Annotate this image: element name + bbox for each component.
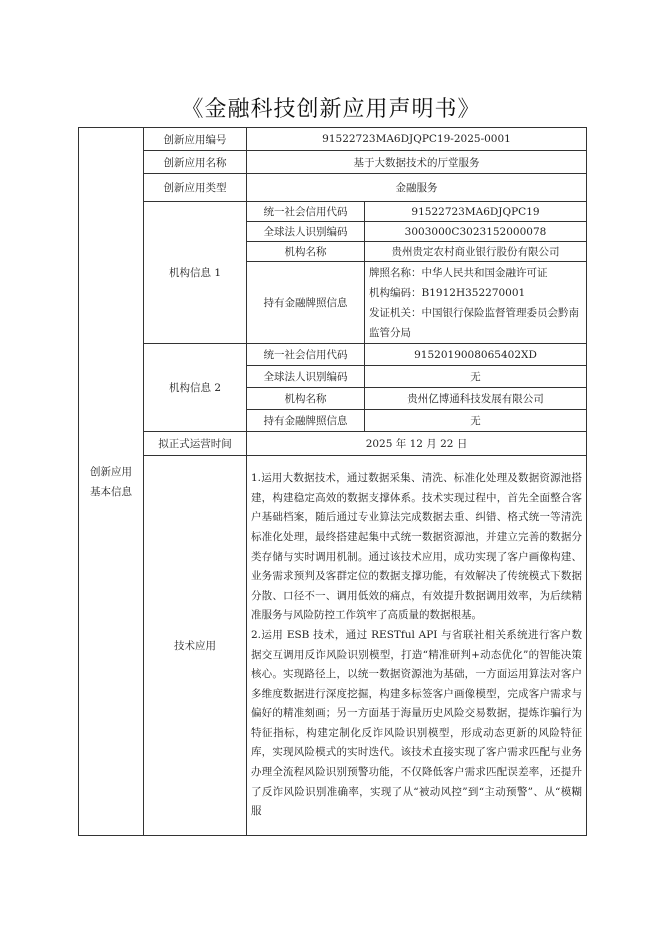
- inst2-credit-code-label: 统一社会信用代码: [247, 344, 365, 366]
- institution2-label: 机构信息 2: [144, 344, 247, 432]
- inst1-license-label: 持有金融牌照信息: [247, 262, 365, 344]
- app-type-label: 创新应用类型: [144, 174, 247, 202]
- inst1-credit-code-label: 统一社会信用代码: [247, 202, 365, 222]
- launch-label: 拟正式运营时间: [144, 432, 247, 456]
- inst2-lei: 无: [365, 366, 587, 388]
- inst1-lei-label: 全球法人识别编码: [247, 222, 365, 242]
- app-id-label: 创新应用编号: [144, 128, 247, 151]
- app-type-value: 金融服务: [247, 174, 587, 202]
- inst2-license-label: 持有金融牌照信息: [247, 410, 365, 432]
- app-name-label: 创新应用名称: [144, 151, 247, 174]
- inst1-license-info: [365, 262, 587, 344]
- inst1-name-label: 机构名称: [247, 242, 365, 262]
- tech-content: [247, 456, 587, 836]
- inst1-license-code: 机构编码：B1912H352270001: [369, 286, 526, 299]
- institution1-label: 机构信息 1: [144, 202, 247, 344]
- launch-value: 2025 年 12 月 22 日: [247, 432, 587, 456]
- inst2-name-label: 机构名称: [247, 388, 365, 410]
- inst1-credit-code: 91522723MA6DJQPC19: [365, 202, 587, 222]
- tech-paragraph-2: 2.运用 ESB 技术，通过 RESTful API 与省联社相关系统进行客户数据交互调用反诈风险识别模型，打造“精准研判+动态优化”的智能决策核心。实现路径上，以统一数据资源池为基础，一方面运用算法对客户多维度数据进行深度挖掘，构建多标签客户画像模型，完成客户需求与偏好的精准刻画；另一方面基于海量历史风险交易数据，提炼诈骗行为特征指标，构建定制化反诈风险识别模型，形成动态更新的风险特征库，实现风险模式的实时迭代。该技术直接实现了客户需求匹配与业务办理全流程风险识别预警功能，不仅降低客户需求匹配误差率，还提升了反诈风险识别准确率，实现了从“被动风控”到“主动预警”、从“模糊服: [251, 628, 583, 818]
- inst2-credit-code: 9152019008065402XD: [365, 344, 587, 366]
- declaration-table: [78, 127, 587, 836]
- inst1-license-issuer: 发证机关：中国银行保险监督管理委员会黔南监管分局: [369, 306, 579, 339]
- section-label: 创新应用基本信息: [90, 465, 132, 498]
- inst2-lei-label: 全球法人识别编码: [247, 366, 365, 388]
- inst1-lei: 3003000C3023152000078: [365, 222, 587, 242]
- inst1-name: 贵州贵定农村商业银行股份有限公司: [365, 242, 587, 262]
- app-id-value: 91522723MA6DJQPC19-2025-0001: [247, 128, 587, 151]
- inst2-license: 无: [365, 410, 587, 432]
- app-name-value: 基于大数据技术的厅堂服务: [247, 151, 587, 174]
- section-basic-info: [79, 128, 144, 836]
- inst1-license-name: 牌照名称：中华人民共和国金融许可证: [369, 266, 548, 279]
- inst2-name: 贵州亿博通科技发展有限公司: [365, 388, 587, 410]
- tech-paragraph-1: 1.运用大数据技术，通过数据采集、清洗、标准化处理及数据资源池搭建，构建稳定高效的数据支撑体系。技术实现过程中，首先全面整合客户基础档案，随后通过专业算法完成数据去重、纠错、格式统一等清洗标准化处理，最终搭建起集中式统一数据资源池，并建立完善的数据分类存储与实时调用机制。通过该技术应用，成功实现了客户画像构建、业务需求预判及客群定位的数据支撑功能，有效解决了传统模式下数据分散、口径不一、调用低效的痛点，有效提升数据调用效率，为后续精准服务与风险防控工作筑牢了高质量的数据根基。: [251, 472, 583, 622]
- tech-label: 技术应用: [144, 456, 247, 836]
- document-title: 《金融科技创新应用声明书》: [181, 97, 481, 122]
